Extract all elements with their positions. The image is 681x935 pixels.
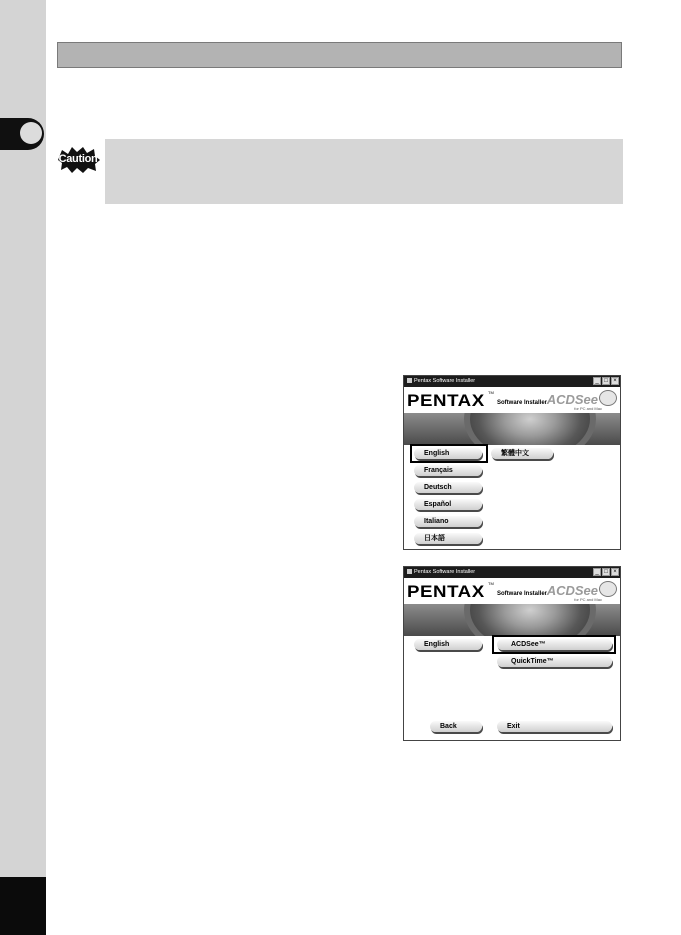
acdsee-logo: ACDSee [546, 583, 598, 598]
app-icon [407, 569, 412, 574]
exit-button[interactable]: Exit [497, 721, 612, 732]
trademark-mark: TM [488, 390, 494, 395]
language-button-espanol[interactable]: Español [414, 499, 482, 510]
acdsee-logo: ACDSee [546, 392, 598, 407]
language-button-japanese[interactable]: 日本語 [414, 533, 482, 544]
minimize-icon[interactable]: _ [593, 377, 601, 385]
disc-graphic [404, 413, 620, 445]
language-button-chinese[interactable]: 繁體中文 [491, 448, 553, 459]
language-button-english[interactable]: English [414, 639, 482, 650]
app-button-acdsee[interactable]: ACDSee™ [497, 639, 612, 650]
app-panel [404, 636, 620, 741]
back-button[interactable]: Back [430, 721, 482, 732]
maximize-icon[interactable]: □ [602, 377, 610, 385]
section-header-bar [57, 42, 622, 68]
pentax-logo: PENTAX [407, 391, 485, 410]
app-icon [407, 378, 412, 383]
language-button-italiano[interactable]: Italiano [414, 516, 482, 527]
installer-window-language [403, 375, 621, 550]
close-icon[interactable]: × [611, 377, 619, 385]
caution-icon: Caution [56, 146, 100, 174]
language-button-english[interactable]: English [414, 448, 482, 459]
window-controls [593, 568, 619, 576]
close-icon[interactable]: × [611, 568, 619, 576]
window-title: Pentax Software Installer [414, 378, 476, 384]
disc-graphic [404, 604, 620, 636]
sidebar-footer-block [0, 877, 46, 935]
installer-banner [404, 578, 620, 604]
installer-subtitle: Software Installer [497, 591, 548, 597]
window-title: Pentax Software Installer [414, 569, 476, 575]
caution-box [105, 139, 623, 204]
acdsee-logo-subtitle: for PC and Mac [574, 406, 602, 411]
language-button-francais[interactable]: Français [414, 465, 482, 476]
language-button-deutsch[interactable]: Deutsch [414, 482, 482, 493]
pentax-logo: PENTAX [407, 582, 485, 601]
language-panel [404, 445, 620, 550]
chapter-tab-dot [20, 122, 42, 144]
acdsee-eye-icon [599, 390, 617, 406]
selected-app-highlight [492, 635, 616, 654]
trademark-mark: TM [488, 581, 494, 586]
acdsee-logo-subtitle: for PC and Mac [574, 597, 602, 602]
window-titlebar [404, 567, 620, 578]
installer-subtitle: Software Installer [497, 400, 548, 406]
installer-window-apps [403, 566, 621, 741]
window-controls [593, 377, 619, 385]
disc-ring [464, 604, 596, 636]
maximize-icon[interactable]: □ [602, 568, 610, 576]
window-titlebar [404, 376, 620, 387]
minimize-icon[interactable]: _ [593, 568, 601, 576]
app-button-quicktime[interactable]: QuickTime™ [497, 656, 612, 667]
selected-language-highlight [410, 444, 488, 463]
acdsee-eye-icon [599, 581, 617, 597]
installer-banner [404, 387, 620, 413]
disc-ring [464, 413, 596, 445]
